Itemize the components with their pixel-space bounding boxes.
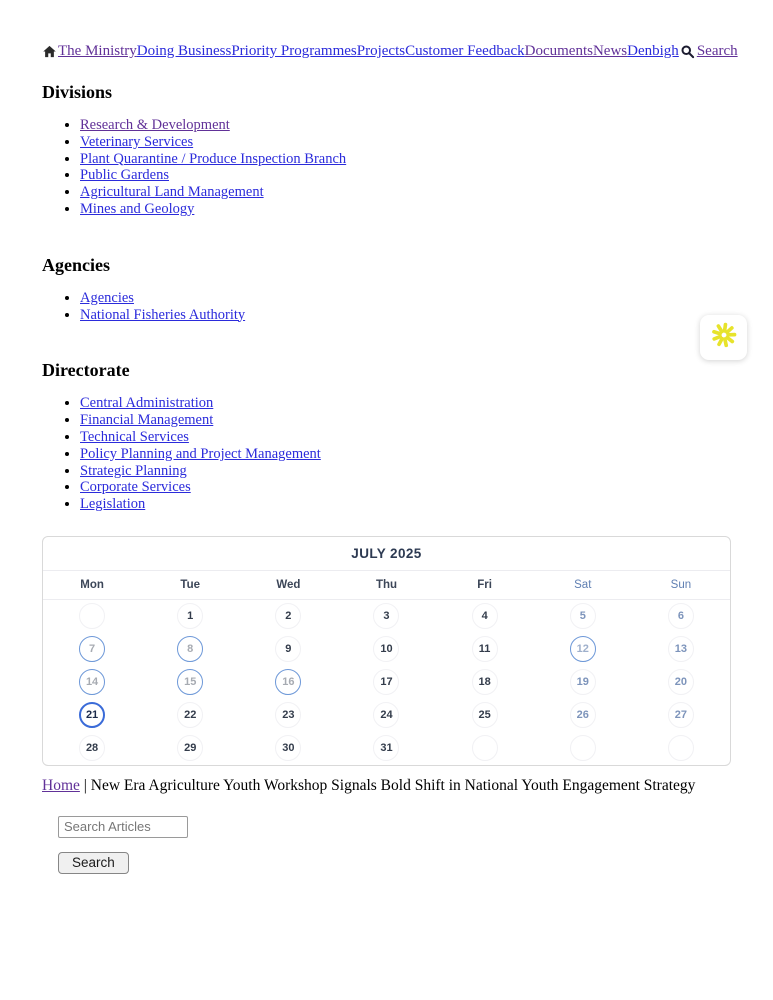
list-item xyxy=(80,290,731,307)
weekday-label-wed: Wed xyxy=(276,578,301,591)
section-link-technical-services[interactable]: Technical Services xyxy=(80,428,189,445)
calendar-day-empty xyxy=(668,735,694,761)
calendar-day-22[interactable]: 22 xyxy=(177,702,203,728)
calendar-cell xyxy=(141,603,239,629)
nav-links xyxy=(58,43,679,60)
nav-item-denbigh[interactable]: Denbigh xyxy=(627,43,679,59)
nav-item-doing-business[interactable]: Doing Business xyxy=(136,43,232,59)
calendar-month-title: JULY 2025 xyxy=(43,537,730,571)
section-list-agencies xyxy=(42,290,731,324)
calendar-cell xyxy=(43,702,141,728)
calendar-weeks xyxy=(43,600,730,765)
weekday-label-tue: Tue xyxy=(180,578,200,591)
section-link-financial-management[interactable]: Financial Management xyxy=(80,412,214,429)
nav-item-the-ministry[interactable]: The Ministry xyxy=(58,43,137,59)
list-item xyxy=(80,463,731,480)
section-link-public-gardens[interactable]: Public Gardens xyxy=(80,167,169,184)
calendar-day-24[interactable]: 24 xyxy=(373,702,399,728)
calendar-day-8[interactable]: 8 xyxy=(177,636,203,662)
calendar-day-1[interactable]: 1 xyxy=(177,603,203,629)
section-heading-directorate: Directorate xyxy=(42,360,130,381)
section-list-divisions xyxy=(42,117,731,218)
calendar-cell xyxy=(337,636,435,662)
calendar xyxy=(42,536,731,766)
section-list-directorate xyxy=(42,395,731,513)
section-link-national-fisheries-authority[interactable]: National Fisheries Authority xyxy=(80,306,246,323)
article-title: New Era Agriculture Youth Workshop Signals Bold Shift in National Youth Engagement Strategy xyxy=(90,776,696,794)
calendar-day-20[interactable]: 20 xyxy=(668,669,694,695)
calendar-day-16[interactable]: 16 xyxy=(275,669,301,695)
calendar-day-30[interactable]: 30 xyxy=(275,735,301,761)
calendar-day-13[interactable]: 13 xyxy=(668,636,694,662)
calendar-day-19[interactable]: 19 xyxy=(570,669,596,695)
section-link-plant-quarantine-produce-inspection-branch[interactable]: Plant Quarantine / Produce Inspection Branch xyxy=(80,150,347,167)
calendar-day-14[interactable]: 14 xyxy=(79,669,105,695)
search-icon[interactable] xyxy=(680,44,695,59)
calendar-day-12[interactable]: 12 xyxy=(570,636,596,662)
calendar-day-2[interactable]: 2 xyxy=(275,603,301,629)
calendar-day-10[interactable]: 10 xyxy=(373,636,399,662)
search-articles-button[interactable]: Search xyxy=(58,852,129,874)
calendar-day-empty xyxy=(472,735,498,761)
calendar-cell xyxy=(632,735,730,761)
calendar-cell xyxy=(43,669,141,695)
list-item xyxy=(80,479,731,496)
calendar-day-17[interactable]: 17 xyxy=(373,669,399,695)
calendar-cell xyxy=(632,603,730,629)
calendar-cell xyxy=(337,702,435,728)
nav-item-customer-feedback[interactable]: Customer Feedback xyxy=(405,43,525,59)
section-heading-agencies: Agencies xyxy=(42,254,110,275)
weekday-label-mon: Mon xyxy=(80,578,104,591)
calendar-cell xyxy=(632,702,730,728)
list-item xyxy=(80,151,731,168)
article-search-form xyxy=(58,816,731,874)
calendar-cell xyxy=(43,603,141,629)
calendar-day-31[interactable]: 31 xyxy=(373,735,399,761)
calendar-day-9[interactable]: 9 xyxy=(275,636,301,662)
calendar-day-4[interactable]: 4 xyxy=(472,603,498,629)
list-item xyxy=(80,429,731,446)
nav-item-documents[interactable]: Documents xyxy=(524,43,593,59)
calendar-week-row xyxy=(43,600,730,633)
breadcrumb-home-link[interactable]: Home xyxy=(42,776,80,794)
weekday-label-sun: Sun xyxy=(670,578,692,591)
nav-item-search[interactable]: Search xyxy=(696,43,738,59)
calendar-cell xyxy=(632,636,730,662)
section-link-legislation[interactable]: Legislation xyxy=(80,496,146,513)
calendar-cell xyxy=(534,603,632,629)
calendar-week-row xyxy=(43,732,730,765)
calendar-day-26[interactable]: 26 xyxy=(570,702,596,728)
section-link-agricultural-land-management[interactable]: Agricultural Land Management xyxy=(80,184,264,201)
nav-item-projects[interactable]: Projects xyxy=(356,43,406,59)
breadcrumb xyxy=(42,777,731,795)
calendar-day-6[interactable]: 6 xyxy=(668,603,694,629)
section-link-corporate-services[interactable]: Corporate Services xyxy=(80,479,191,496)
search-articles-input[interactable] xyxy=(58,816,188,838)
calendar-cell xyxy=(534,702,632,728)
section-link-strategic-planning[interactable]: Strategic Planning xyxy=(80,462,187,479)
calendar-cell xyxy=(436,735,534,761)
list-item xyxy=(80,307,731,324)
calendar-day-empty xyxy=(79,603,105,629)
weekday-label-thu: Thu xyxy=(375,578,398,591)
nav-item-priority-programmes[interactable]: Priority Programmes xyxy=(231,43,357,59)
calendar-cell xyxy=(337,669,435,695)
calendar-day-27[interactable]: 27 xyxy=(668,702,694,728)
calendar-cell xyxy=(43,636,141,662)
calendar-cell xyxy=(43,735,141,761)
section-link-policy-planning-and-project-management[interactable]: Policy Planning and Project Management xyxy=(80,445,321,462)
calendar-cell xyxy=(239,702,337,728)
nav-item-news[interactable]: News xyxy=(592,43,628,59)
calendar-week-row xyxy=(43,699,730,732)
calendar-cell xyxy=(632,669,730,695)
calendar-day-5[interactable]: 5 xyxy=(570,603,596,629)
section-link-research-development[interactable]: Research & Development xyxy=(80,117,230,133)
calendar-day-18[interactable]: 18 xyxy=(472,669,498,695)
section-link-veterinary-services[interactable]: Veterinary Services xyxy=(80,133,194,150)
calendar-day-3[interactable]: 3 xyxy=(373,603,399,629)
list-item xyxy=(80,117,731,134)
list-item xyxy=(80,167,731,184)
breadcrumb-separator: | xyxy=(83,776,87,794)
calendar-week-row xyxy=(43,633,730,666)
list-item xyxy=(80,395,731,412)
calendar-day-25[interactable]: 25 xyxy=(472,702,498,728)
calendar-cell xyxy=(141,702,239,728)
calendar-cell xyxy=(337,603,435,629)
calendar-cell xyxy=(239,669,337,695)
calendar-cell xyxy=(534,636,632,662)
list-item xyxy=(80,412,731,429)
top-navigation xyxy=(42,43,738,60)
section-link-agencies[interactable]: Agencies xyxy=(80,289,134,306)
section-link-central-administration[interactable]: Central Administration xyxy=(80,395,214,412)
calendar-cell xyxy=(534,735,632,761)
calendar-cell xyxy=(436,669,534,695)
calendar-cell xyxy=(337,735,435,761)
list-item xyxy=(80,446,731,463)
calendar-day-15[interactable]: 15 xyxy=(177,669,203,695)
calendar-cell xyxy=(239,603,337,629)
asterisk-icon xyxy=(710,321,738,354)
calendar-cell xyxy=(534,669,632,695)
calendar-cell xyxy=(239,735,337,761)
list-item xyxy=(80,134,731,151)
calendar-cell xyxy=(436,636,534,662)
calendar-day-23[interactable]: 23 xyxy=(275,702,301,728)
list-item xyxy=(80,201,731,218)
calendar-cell xyxy=(141,636,239,662)
home-icon[interactable] xyxy=(42,44,57,59)
calendar-cell xyxy=(436,702,534,728)
calendar-day-empty xyxy=(570,735,596,761)
list-item xyxy=(80,184,731,201)
sections xyxy=(42,82,731,513)
calendar-cell xyxy=(141,735,239,761)
weekday-label-fri: Fri xyxy=(477,578,492,591)
calendar-day-7[interactable]: 7 xyxy=(79,636,105,662)
section-link-mines-and-geology[interactable]: Mines and Geology xyxy=(80,200,195,217)
calendar-day-29[interactable]: 29 xyxy=(177,735,203,761)
calendar-cell xyxy=(239,636,337,662)
weekday-label-sat: Sat xyxy=(574,578,592,591)
calendar-day-28[interactable]: 28 xyxy=(79,735,105,761)
calendar-weekday-row xyxy=(43,571,730,600)
calendar-cell xyxy=(141,669,239,695)
calendar-day-11[interactable]: 11 xyxy=(472,636,498,662)
section-heading-divisions: Divisions xyxy=(42,82,113,102)
calendar-cell xyxy=(436,603,534,629)
list-item xyxy=(80,496,731,513)
accessibility-widget-button[interactable] xyxy=(700,315,747,360)
calendar-day-21[interactable]: 21 xyxy=(79,702,105,728)
calendar-week-row xyxy=(43,666,730,699)
